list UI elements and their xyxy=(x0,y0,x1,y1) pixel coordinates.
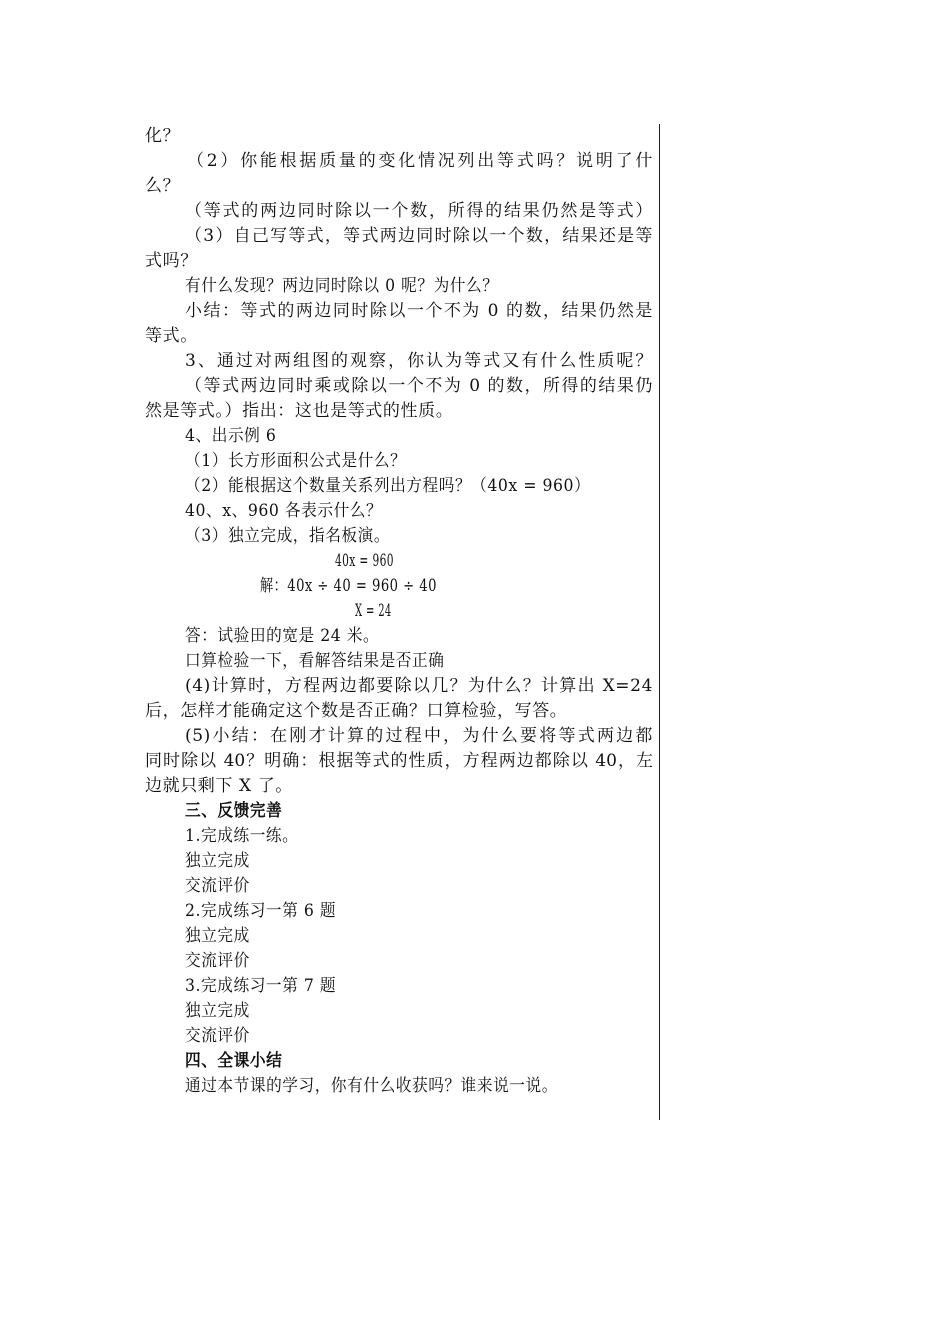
text-line: 独立完成 xyxy=(185,851,250,871)
text-line: 口算检验一下，看解答结果是否正确 xyxy=(185,651,445,671)
text-line: （等式的两边同时除以一个数，所得的结果仍然是等式） xyxy=(185,201,653,221)
section-heading: 四、全课小结 xyxy=(185,1051,283,1071)
text-line: (4)计算时，方程两边都要除以几？为什么？计算出 X=24 xyxy=(185,676,653,696)
text-line: (5)小结：在刚才计算的过程中，为什么要将等式两边都 xyxy=(185,726,653,746)
text-line: 2.完成练习一第 6 题 xyxy=(185,901,337,921)
text-line: 3.完成练习一第 7 题 xyxy=(185,976,337,996)
text-line: 交流评价 xyxy=(185,876,250,896)
text-line: （3）独立完成，指名板演。 xyxy=(185,526,391,546)
text-line: （3）自己写等式，等式两边同时除以一个数，结果还是等 xyxy=(185,226,653,246)
text-line: 边就只剩下 X 了。 xyxy=(145,776,293,796)
text-line: 等式。 xyxy=(145,326,198,346)
text-line: （等式两边同时乘或除以一个不为 0 的数，所得的结果仍 xyxy=(185,376,653,396)
equation-line: 解：40x ÷ 40 = 960 ÷ 40 xyxy=(260,576,437,596)
text-line: （1）长方形面积公式是什么？ xyxy=(185,451,407,471)
text-line: 交流评价 xyxy=(185,1026,250,1046)
text-line: 有什么发现？两边同时除以 0 呢？为什么？ xyxy=(185,276,499,296)
text-line: 式吗？ xyxy=(145,251,198,271)
text-line: 交流评价 xyxy=(185,951,250,971)
text-line: 1.完成练一练。 xyxy=(185,826,299,846)
text-line: （2）能根据这个数量关系列出方程吗？（40x = 960） xyxy=(185,476,591,496)
text-line: 然是等式。）指出：这也是等式的性质。 xyxy=(145,401,454,421)
text-line: 3、通过对两组图的观察，你认为等式又有什么性质呢？ xyxy=(185,351,653,371)
table-border-right xyxy=(659,124,660,1120)
text-line: 么？ xyxy=(145,176,181,196)
section-heading: 三、反馈完善 xyxy=(185,801,283,821)
equation-line: 40x = 960 xyxy=(335,551,394,571)
text-line: 后，怎样才能确定这个数是否正确？口算检验，写答。 xyxy=(145,701,568,721)
text-line: 40、x、960 各表示什么？ xyxy=(185,501,383,521)
text-line: 独立完成 xyxy=(185,1001,250,1021)
equation-line: X = 24 xyxy=(355,601,392,621)
text-line: 独立完成 xyxy=(185,926,250,946)
text-line: 小结：等式的两边同时除以一个不为 0 的数，结果仍然是 xyxy=(185,301,653,321)
text-line: 通过本节课的学习，你有什么收获吗？谁来说一说。 xyxy=(185,1076,558,1096)
text-line: 化？ xyxy=(145,126,181,146)
text-line: （2）你能根据质量的变化情况列出等式吗？说明了什 xyxy=(187,151,653,171)
text-line: 同时除以 40？明确：根据等式的性质，方程两边都除以 40，左 xyxy=(145,751,653,771)
text-line: 4、出示例 6 xyxy=(185,426,277,446)
text-line: 答：试验田的宽是 24 米。 xyxy=(185,626,380,646)
